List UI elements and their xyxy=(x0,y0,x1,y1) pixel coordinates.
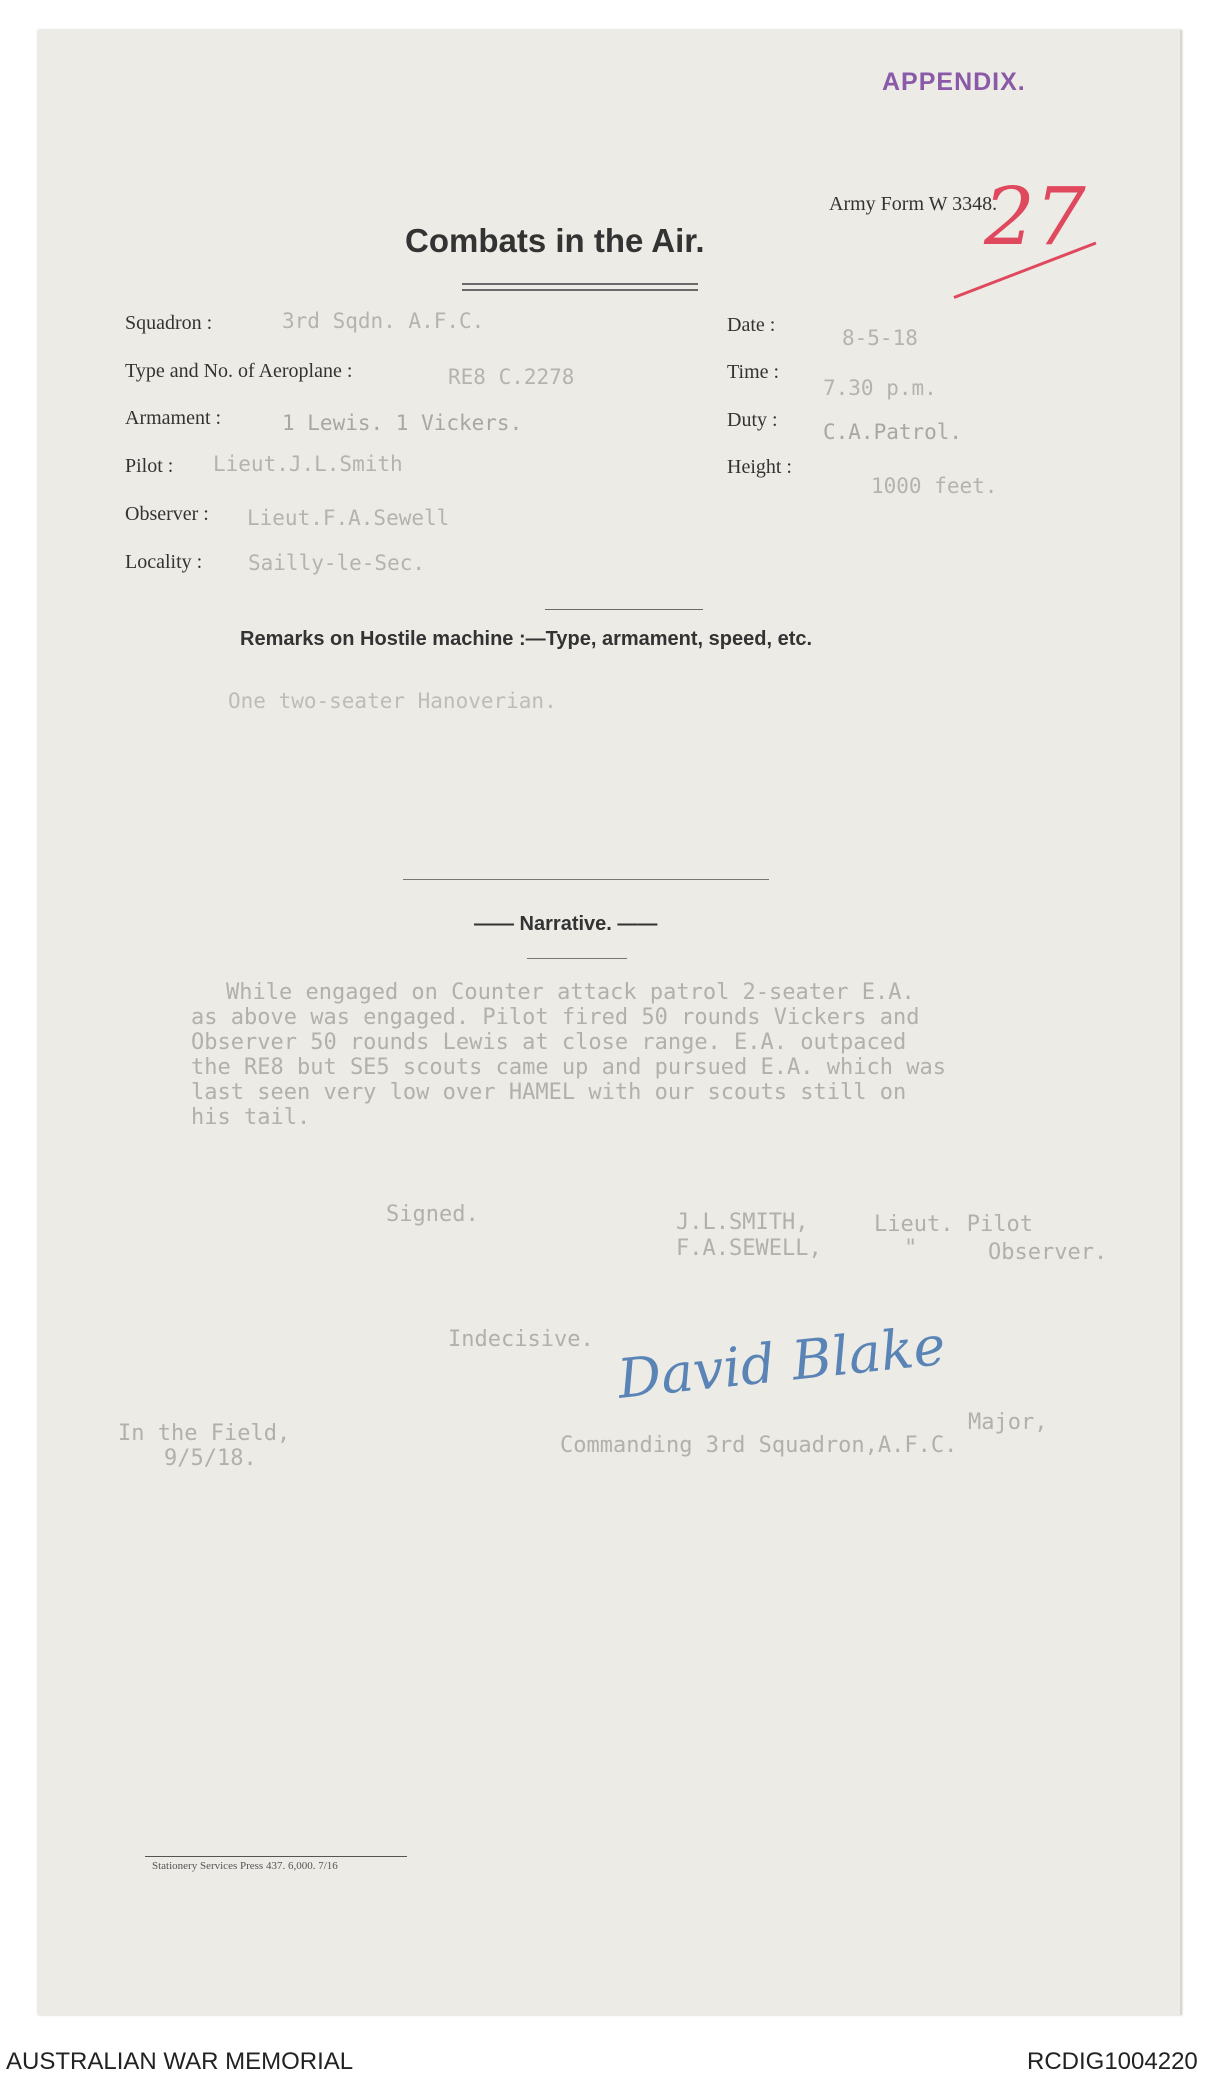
pilot-rank: Lieut. Pilot xyxy=(874,1212,1033,1237)
height-label: Height : xyxy=(727,456,792,478)
commander-rank: Major, xyxy=(968,1410,1048,1435)
page-title: Combats in the Air. xyxy=(405,222,705,259)
squadron-label: Squadron : xyxy=(125,312,213,334)
observer-name: F.A.SEWELL, xyxy=(676,1236,822,1261)
narrative-line: the RE8 but SE5 scouts came up and pursued E.A. which was xyxy=(191,1055,946,1080)
aeroplane-type-value: RE8 C.2278 xyxy=(448,365,575,389)
time-label: Time : xyxy=(727,361,780,383)
armament-label: Armament : xyxy=(125,407,222,429)
narrative-line: his tail. xyxy=(191,1105,311,1130)
remarks-heading: Remarks on Hostile machine :—Type, armament, speed, etc. xyxy=(240,628,813,650)
locality-value: Sailly-le-Sec. xyxy=(248,551,426,575)
duty-value: C.A.Patrol. xyxy=(823,420,963,444)
narrative-line: Observer 50 rounds Lewis at close range. E.A. outpaced xyxy=(191,1030,907,1055)
time-value: 7.30 p.m. xyxy=(823,376,937,400)
title-rule-top xyxy=(462,283,698,285)
form-number: Army Form W 3348. xyxy=(829,193,998,215)
observer-rank: Observer. xyxy=(988,1240,1108,1265)
remarks-text: One two-seater Hanoverian. xyxy=(228,689,557,713)
commander-unit: Commanding 3rd Squadron,A.F.C. xyxy=(560,1433,958,1458)
printer-imprint: Stationery Services Press 437. 6,000. 7/16 xyxy=(152,1860,338,1872)
height-value: 1000 feet. xyxy=(871,474,998,498)
appendix-stamp: APPENDIX. xyxy=(882,68,1026,96)
place-text: In the Field, xyxy=(118,1421,291,1446)
observer-value: Lieut.F.A.Sewell xyxy=(247,506,450,530)
pilot-label: Pilot : xyxy=(125,455,174,477)
commander-signature: David Blake xyxy=(614,1313,949,1411)
pilot-value: Lieut.J.L.Smith xyxy=(213,452,403,476)
locality-label: Locality : xyxy=(125,551,203,573)
narrative-line: last seen very low over HAMEL with our scouts still on xyxy=(191,1080,907,1105)
observer-label: Observer : xyxy=(125,503,209,525)
combat-result: Indecisive. xyxy=(448,1327,594,1352)
footer-record-id: RCDIG1004220 xyxy=(1027,2048,1198,2075)
narrative-rule-bottom xyxy=(527,958,627,959)
aeroplane-type-label: Type and No. of Aeroplane : xyxy=(125,360,353,382)
page-number: 27 xyxy=(984,170,1086,263)
remarks-rule xyxy=(545,609,703,610)
squadron-value: 3rd Sqdn. A.F.C. xyxy=(282,309,485,333)
date-value: 8-5-18 xyxy=(842,326,918,350)
duty-label: Duty : xyxy=(727,409,778,431)
narrative-rule-top xyxy=(403,879,769,880)
narrative-line: While engaged on Counter attack patrol 2-seater E.A. xyxy=(226,980,915,1005)
pilot-name: J.L.SMITH, xyxy=(676,1210,809,1235)
signed-label: Signed. xyxy=(386,1202,479,1227)
narrative-heading: —— Narrative. —— xyxy=(474,913,658,935)
place-date: 9/5/18. xyxy=(164,1446,257,1471)
ditto-mark: " xyxy=(904,1236,918,1261)
title-rule-bottom xyxy=(462,289,698,291)
narrative-line: as above was engaged. Pilot fired 50 rounds Vickers and xyxy=(191,1005,920,1030)
date-label: Date : xyxy=(727,314,776,336)
armament-value: 1 Lewis. 1 Vickers. xyxy=(282,411,523,435)
footer-archive-name: AUSTRALIAN WAR MEMORIAL xyxy=(6,2048,354,2075)
printer-rule xyxy=(145,1856,407,1857)
